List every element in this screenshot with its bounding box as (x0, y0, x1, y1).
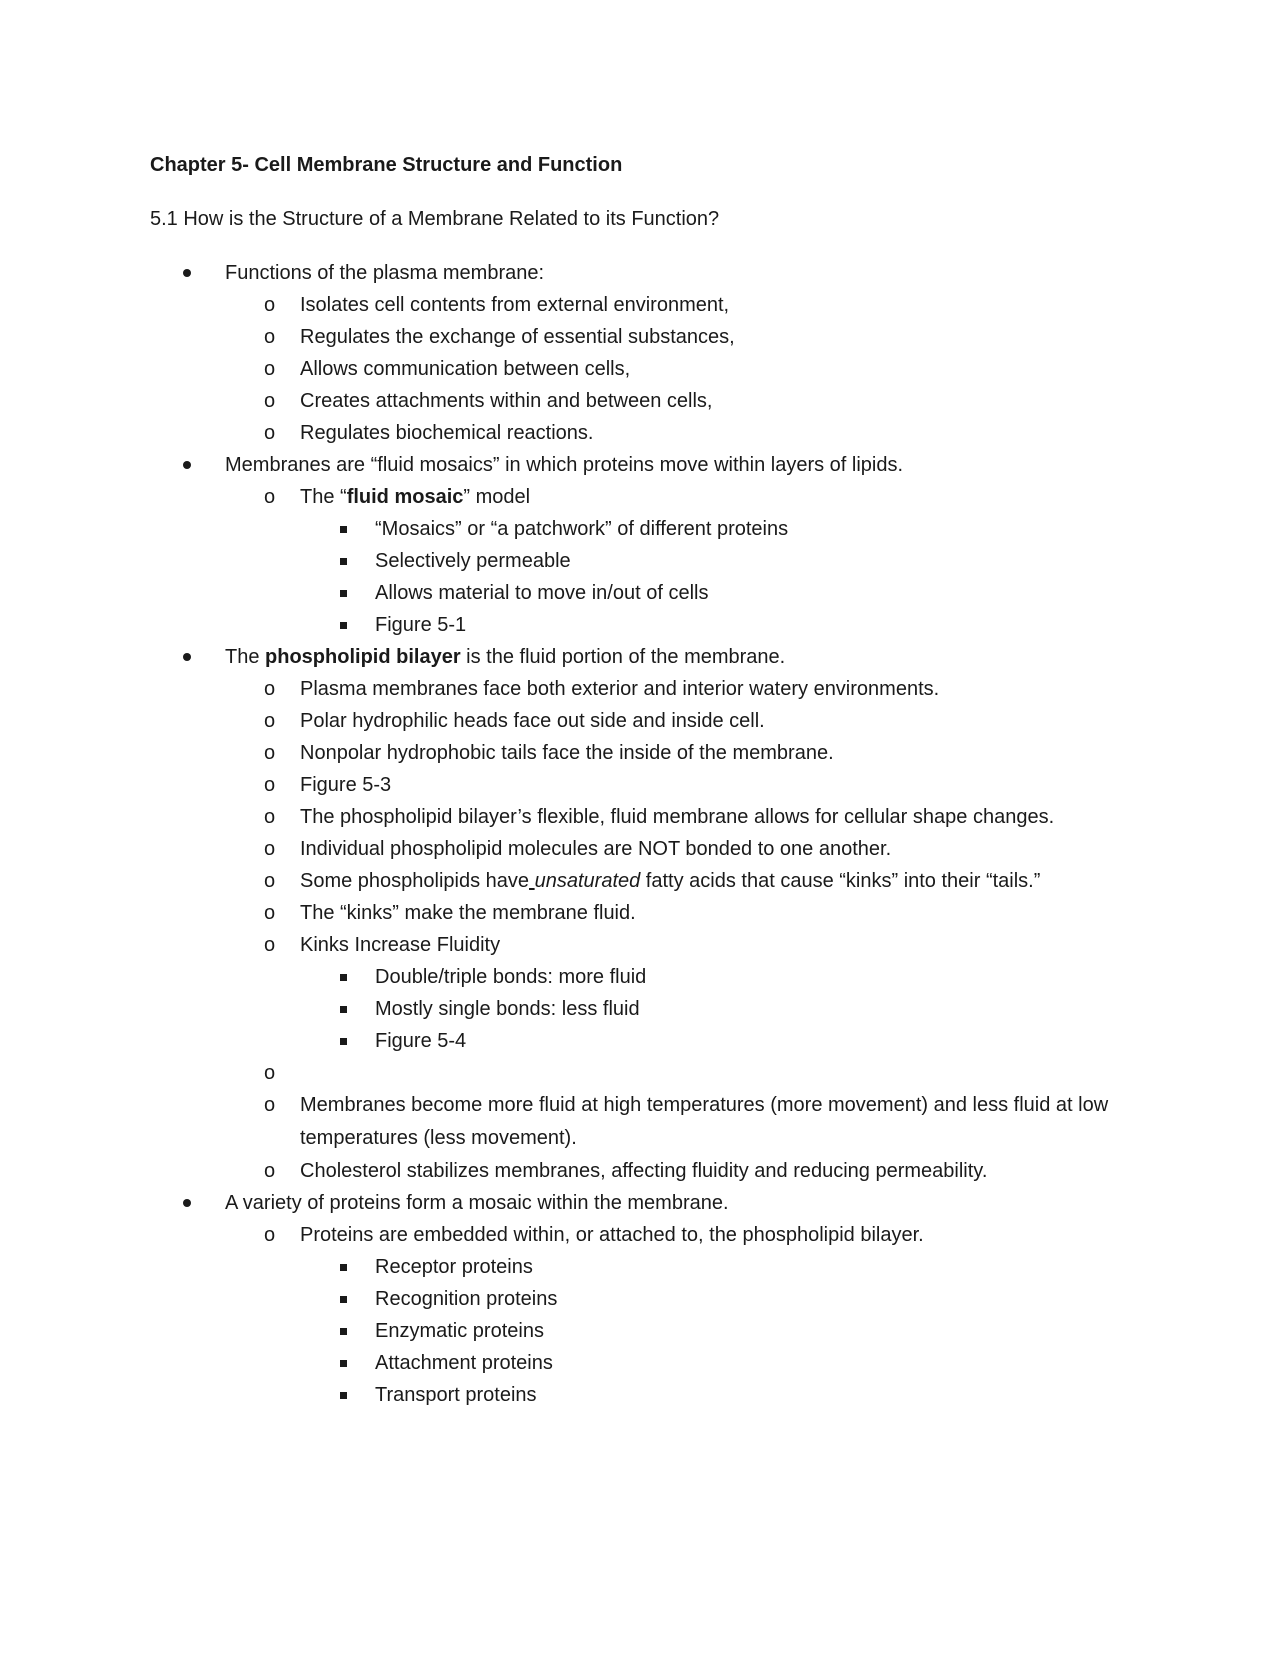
list-item (0, 801, 1280, 833)
list-item (0, 1283, 1280, 1315)
list-item-text: Individual phospholipid molecules are NOT bonded to one another. (300, 838, 892, 860)
list-item (0, 257, 1280, 289)
list-item-text: The “kinks” make the membrane fluid. (300, 902, 636, 924)
bullet-icon (183, 653, 191, 661)
list-item-text: Isolates cell contents from external environment, (300, 294, 730, 316)
list-item (0, 705, 1280, 737)
list-item-text: Mostly single bonds: less fluid (375, 998, 640, 1020)
circle-bullet-icon: o (264, 1062, 276, 1084)
list-item (0, 545, 1280, 577)
list-item (0, 641, 1280, 673)
circle-bullet-icon: o (264, 934, 276, 956)
list-item-text: Regulates the exchange of essential substances, (300, 326, 735, 348)
list-item-text: Regulates biochemical reactions. (300, 422, 594, 444)
bullet-icon (183, 1199, 191, 1207)
list-item (0, 1315, 1280, 1347)
text-fragment: fatty acids that cause “kinks” into their “tails.” (640, 870, 1041, 892)
square-bullet-icon (340, 558, 347, 565)
list-item (0, 737, 1280, 769)
circle-bullet-icon: o (264, 326, 276, 348)
circle-bullet-icon: o (264, 422, 276, 444)
list-item-text: “Mosaics” or “a patchwork” of different proteins (375, 518, 789, 540)
square-bullet-icon (340, 1328, 347, 1335)
square-bullet-icon (340, 526, 347, 533)
list-item (0, 321, 1280, 353)
circle-bullet-icon: o (264, 358, 276, 380)
list-item-text: Polar hydrophilic heads face out side and inside cell. (300, 710, 765, 732)
list-item (0, 673, 1280, 705)
list-item (0, 1219, 1280, 1251)
bold-term: fluid mosaic (346, 486, 464, 508)
bold-term: phospholipid bilayer (265, 646, 461, 668)
square-bullet-icon (340, 622, 347, 629)
list-item (0, 1187, 1280, 1219)
list-item (0, 449, 1280, 481)
list-item-text: Figure 5-4 (375, 1030, 467, 1052)
text-fragment: The (225, 646, 266, 668)
list-item-text: The phospholipid bilayer’s flexible, fluid membrane allows for cellular shape changes. (300, 806, 1055, 828)
circle-bullet-icon: o (264, 294, 276, 316)
list-item (0, 865, 1280, 897)
list-item-text: Proteins are embedded within, or attached to, the phospholipid bilayer. (300, 1224, 924, 1246)
list-item-text: Double/triple bonds: more fluid (375, 966, 647, 988)
list-item (0, 1251, 1280, 1283)
square-bullet-icon (340, 1264, 347, 1271)
list-item-text: Plasma membranes face both exterior and interior watery environments. (300, 678, 940, 700)
text-fragment: ” model (463, 486, 531, 508)
list-item (0, 417, 1280, 449)
list-item (0, 897, 1280, 929)
list-item (0, 289, 1280, 321)
list-item-text: Nonpolar hydrophobic tails face the inside of the membrane. (300, 742, 834, 764)
list-item (0, 353, 1280, 385)
bullet-icon (183, 269, 191, 277)
chapter-title: Chapter 5- Cell Membrane Structure and Function (150, 154, 623, 176)
list-item (0, 1025, 1280, 1057)
square-bullet-icon (340, 1296, 347, 1303)
circle-bullet-icon: o (264, 742, 276, 764)
list-item-text: Recognition proteins (375, 1288, 558, 1310)
circle-bullet-icon: o (264, 678, 276, 700)
bullet-icon (183, 461, 191, 469)
circle-bullet-icon: o (264, 870, 276, 892)
square-bullet-icon (340, 590, 347, 597)
list-item-text: Figure 5-1 (375, 614, 467, 636)
list-item-text: Cholesterol stabilizes membranes, affecting fluidity and reducing permeability. (300, 1160, 988, 1182)
list-item (0, 481, 1280, 513)
square-bullet-icon (340, 1038, 347, 1045)
list-item-text: Selectively permeable (375, 550, 571, 572)
list-item (0, 929, 1280, 961)
circle-bullet-icon: o (264, 710, 276, 732)
text-fragment: is the fluid portion of the membrane. (460, 646, 786, 668)
square-bullet-icon (340, 974, 347, 981)
circle-bullet-icon: o (264, 1224, 276, 1246)
circle-bullet-icon: o (264, 902, 276, 924)
circle-bullet-icon: o (264, 1160, 276, 1182)
list-item-text: Membranes are “fluid mosaics” in which proteins move within layers of lipids. (225, 454, 904, 476)
circle-bullet-icon: o (264, 838, 276, 860)
list-item-text: Allows communication between cells, (300, 358, 631, 380)
list-item-text: Transport proteins (375, 1384, 537, 1406)
list-item (0, 961, 1280, 993)
circle-bullet-icon: o (264, 390, 276, 412)
list-item (0, 1057, 1280, 1089)
list-item-text: Kinks Increase Fluidity (300, 934, 501, 956)
text-fragment: The “ (300, 486, 347, 508)
list-item (0, 1089, 1145, 1155)
square-bullet-icon (340, 1360, 347, 1367)
list-item-text: Enzymatic proteins (375, 1320, 544, 1342)
list-item (0, 1379, 1280, 1411)
list-item (0, 1347, 1280, 1379)
circle-bullet-icon: o (264, 1094, 276, 1116)
square-bullet-icon (340, 1392, 347, 1399)
list-item (0, 609, 1280, 641)
list-item-text: Creates attachments within and between cells, (300, 390, 713, 412)
list-item-text: Membranes become more fluid at high temperatures (more movement) and less fluid at low temperatures (less movement). (300, 1094, 1109, 1149)
square-bullet-icon (340, 1006, 347, 1013)
list-item (0, 1155, 1280, 1187)
circle-bullet-icon: o (264, 486, 276, 508)
text-fragment: Some phospholipids have (300, 870, 530, 892)
list-item-text: Attachment proteins (375, 1352, 553, 1374)
list-item (0, 385, 1280, 417)
list-item-text: A variety of proteins form a mosaic within the membrane. (225, 1192, 729, 1214)
list-item (0, 993, 1280, 1025)
list-item (0, 833, 1280, 865)
list-item (0, 513, 1280, 545)
italic-term: unsaturated (534, 870, 641, 892)
list-item-text: Allows material to move in/out of cells (375, 582, 709, 604)
circle-bullet-icon: o (264, 806, 276, 828)
list-item-text: Functions of the plasma membrane: (225, 262, 545, 284)
outline-list (0, 257, 1280, 1411)
list-item-text: Figure 5-3 (300, 774, 392, 796)
list-item-text: Receptor proteins (375, 1256, 533, 1278)
circle-bullet-icon: o (264, 774, 276, 796)
list-item (0, 769, 1280, 801)
section-heading: 5.1 How is the Structure of a Membrane Related to its Function? (150, 208, 720, 230)
list-item (0, 577, 1280, 609)
